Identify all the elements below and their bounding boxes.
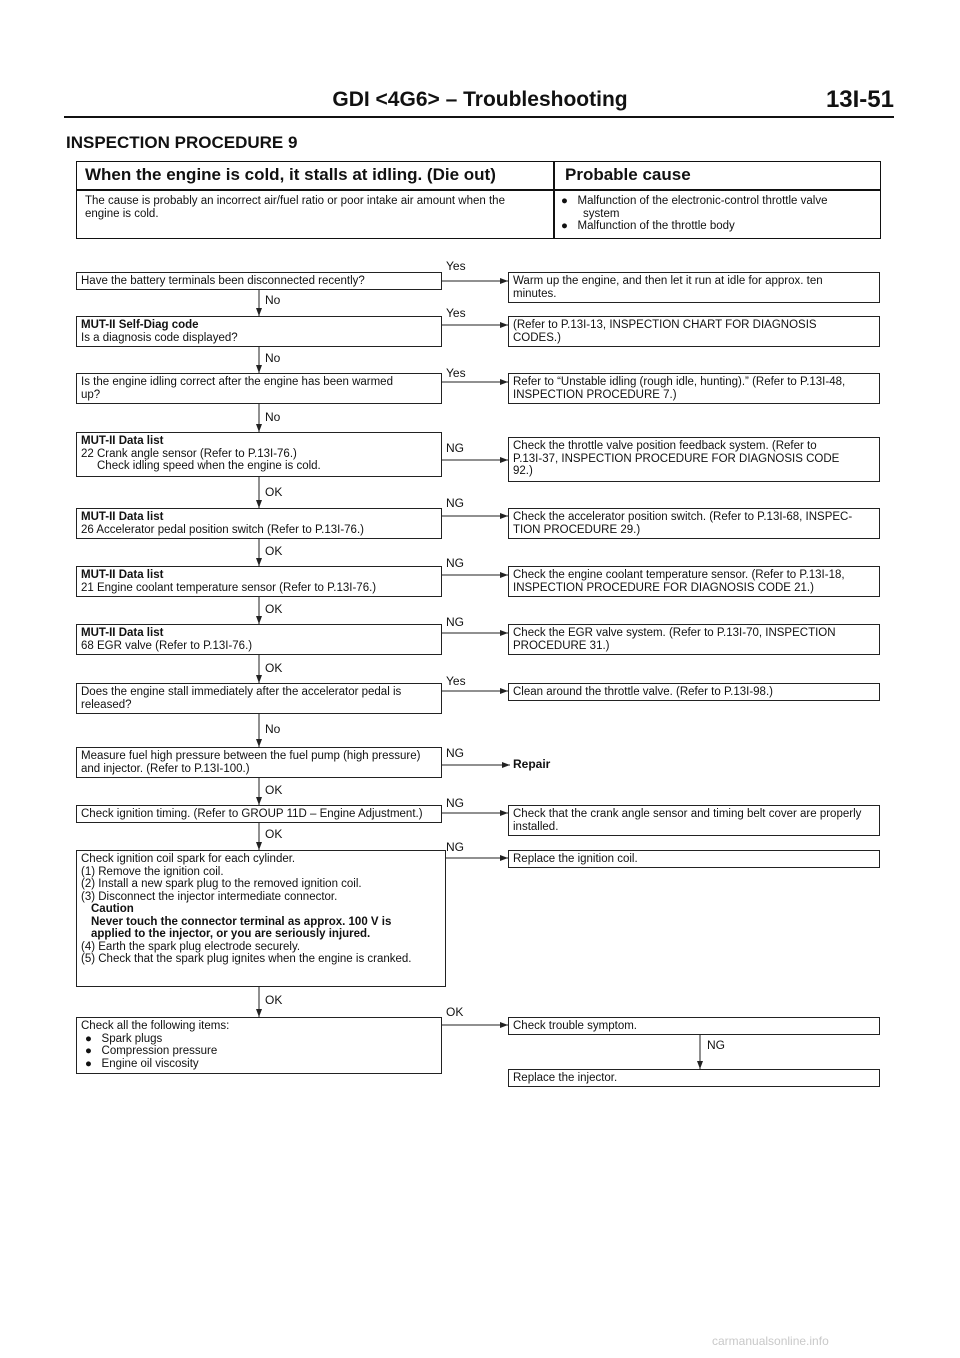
- result-crank-sensor-belt-cover: Check that the crank angle sensor and timing belt cover are properly installed.: [508, 805, 880, 836]
- branch-label-ng: NG: [446, 840, 464, 854]
- step-ignition-timing: Check ignition timing. (Refer to GROUP 11D – Engine Adjustment.): [76, 805, 442, 823]
- result-egr-valve-check: Check the EGR valve system. (Refer to P.13I-70, INSPECTION PROCEDURE 31.): [508, 624, 880, 655]
- cause-item-continued: system: [583, 207, 620, 220]
- arrow-head: [500, 513, 508, 519]
- branch-label-yes: Yes: [446, 259, 466, 273]
- arrow-head: [256, 1009, 262, 1017]
- branch-label-yes: Yes: [446, 306, 466, 320]
- check-item: ● Compression pressure: [85, 1045, 218, 1057]
- result-accelerator-switch-check: Check the accelerator position switch. (Refer to P.13I-68, INSPEC- TION PROCEDURE 29.): [508, 508, 880, 539]
- result-clean-throttle-valve: Clean around the throttle valve. (Refer to P.13I-98.): [508, 683, 880, 701]
- branch-label-no: No: [265, 351, 281, 365]
- step-coolant-temperature-sensor: MUT-II Data list 21 Engine coolant temperature sensor (Refer to P.13I-76.): [76, 566, 442, 597]
- branch-label-no: No: [265, 293, 281, 307]
- branch-label-yes: Yes: [446, 674, 466, 688]
- branch-label-ng: NG: [707, 1038, 725, 1052]
- arrow-head: [256, 308, 262, 316]
- branch-label-ok: OK: [265, 783, 283, 797]
- branch-label-no: No: [265, 410, 281, 424]
- arrow-head: [500, 630, 508, 636]
- arrow-head: [256, 842, 262, 850]
- branch-label-yes: Yes: [446, 366, 466, 380]
- arrow-head: [256, 616, 262, 624]
- arrow-head: [500, 322, 508, 328]
- arrow-head: [697, 1061, 703, 1069]
- result-warm-up-engine: Warm up the engine, and then let it run at idle for approx. ten minutes.: [508, 272, 880, 303]
- arrow-head: [256, 797, 262, 805]
- step-idling-after-warmup: Is the engine idling correct after the engine has been warmed up?: [76, 373, 442, 404]
- probable-cause-heading: Probable cause: [565, 165, 691, 184]
- branch-label-no: No: [265, 722, 281, 736]
- result-diagnosis-chart-ref: (Refer to P.13I-13, INSPECTION CHART FOR DIAGNOSIS CODES.): [508, 316, 880, 347]
- result-coolant-sensor-check: Check the engine coolant temperature sensor. (Refer to P.13I-18, INSPECTION PROCEDURE FOR DIAGNOSIS CODE 21.): [508, 566, 880, 597]
- branch-label-ng: NG: [446, 615, 464, 629]
- step-stall-after-pedal-release: Does the engine stall immediately after the accelerator pedal is released?: [76, 683, 442, 714]
- branch-label-ok: OK: [265, 485, 283, 499]
- result-repair: Repair: [513, 757, 551, 771]
- check-item: ● Engine oil viscosity: [85, 1057, 199, 1070]
- arrow-head: [256, 365, 262, 373]
- branch-label-ok: OK: [265, 661, 283, 675]
- result-throttle-feedback-check: Check the throttle valve position feedback system. (Refer to P.13I-37, INSPECTION PROCEDURE FOR DIAGNOSIS CODE 92.): [508, 437, 880, 482]
- arrow-head: [500, 379, 508, 385]
- branch-label-ok: OK: [446, 1005, 464, 1019]
- check-item: ● Spark plugs: [85, 1032, 163, 1045]
- arrow-head: [500, 1022, 508, 1028]
- symptom-description: The cause is probably an incorrect air/fuel ratio or poor intake air amount when the engine is cold.: [85, 195, 505, 220]
- result-replace-ignition-coil: Replace the ignition coil.: [508, 850, 880, 868]
- step-self-diag-code: MUT-II Self-Diag code Is a diagnosis code displayed?: [76, 316, 442, 347]
- branch-label-ng: NG: [446, 796, 464, 810]
- branch-label-ok: OK: [265, 602, 283, 616]
- arrow-head: [500, 855, 508, 861]
- step-accelerator-pedal-switch: MUT-II Data list 26 Accelerator pedal position switch (Refer to P.13I-76.): [76, 508, 442, 539]
- branch-label-ok: OK: [265, 827, 283, 841]
- branch-label-ng: NG: [446, 556, 464, 570]
- watermark: carmanualsonline.info: [712, 1334, 829, 1348]
- symptom-heading: When the engine is cold, it stalls at idling. (Die out): [85, 165, 496, 184]
- arrow-head: [500, 688, 508, 694]
- arrow-head: [256, 424, 262, 432]
- branch-label-ng: NG: [446, 496, 464, 510]
- caution-label: Caution: [91, 903, 134, 915]
- arrow-head: [256, 739, 262, 747]
- cause-item: ● Malfunction of the throttle body: [561, 220, 735, 232]
- page-header-title: GDI <4G6> – Troubleshooting: [332, 88, 628, 111]
- arrow-head: [502, 762, 510, 768]
- result-replace-injector: Replace the injector.: [508, 1069, 880, 1087]
- step-battery-disconnected: Have the battery terminals been disconnected recently?: [76, 272, 442, 290]
- branch-label-ok: OK: [265, 993, 283, 1007]
- procedure-title: INSPECTION PROCEDURE 9: [66, 133, 298, 152]
- step-check-following-items: Check all the following items: ● Spark plugs ● Compression pressure ● Engine oil viscosity: [76, 1017, 442, 1074]
- arrow-head: [500, 810, 508, 816]
- cause-item: ● Malfunction of the electronic-control throttle valve: [561, 195, 828, 207]
- arrow-head: [256, 500, 262, 508]
- branch-label-ng: NG: [446, 746, 464, 760]
- result-check-trouble-symptom: Check trouble symptom.: [508, 1017, 880, 1035]
- arrow-head: [500, 278, 508, 284]
- branch-label-ng: NG: [446, 441, 464, 455]
- step-fuel-high-pressure: Measure fuel high pressure between the fuel pump (high pressure) and injector. (Refer to P.13I-100.): [76, 747, 442, 778]
- arrow-head: [256, 558, 262, 566]
- page-number: 13I-51: [825, 86, 894, 113]
- arrow-head: [500, 457, 508, 463]
- branch-label-ok: OK: [265, 544, 283, 558]
- arrow-head: [500, 572, 508, 578]
- step-egr-valve: MUT-II Data list 68 EGR valve (Refer to P.13I-76.): [76, 624, 442, 655]
- step-crank-angle-sensor: MUT-II Data list 22 Crank angle sensor (Refer to P.13I-76.) Check idling speed when the engine is cold.: [76, 432, 442, 477]
- arrow-head: [256, 675, 262, 683]
- step-ignition-coil-spark: Check ignition coil spark for each cylinder. (1) Remove the ignition coil. (2) Install a new spark plug to the removed ignition coil. (3) Disconnect the injector intermediate connector. Caution Never touch the connector terminal as approx. 100 V is applied to the injector, or you are seriously injured. (4) Earth the spark plug electrode securely. (5) Check that the spark plug ignites when the engine is cranked.: [76, 850, 446, 987]
- caution-text: Never touch the connector terminal as approx. 100 V is: [91, 915, 392, 928]
- result-unstable-idling-ref: Refer to “Unstable idling (rough idle, hunting).” (Refer to P.13I-48, INSPECTION PROCEDURE 7.): [508, 373, 880, 404]
